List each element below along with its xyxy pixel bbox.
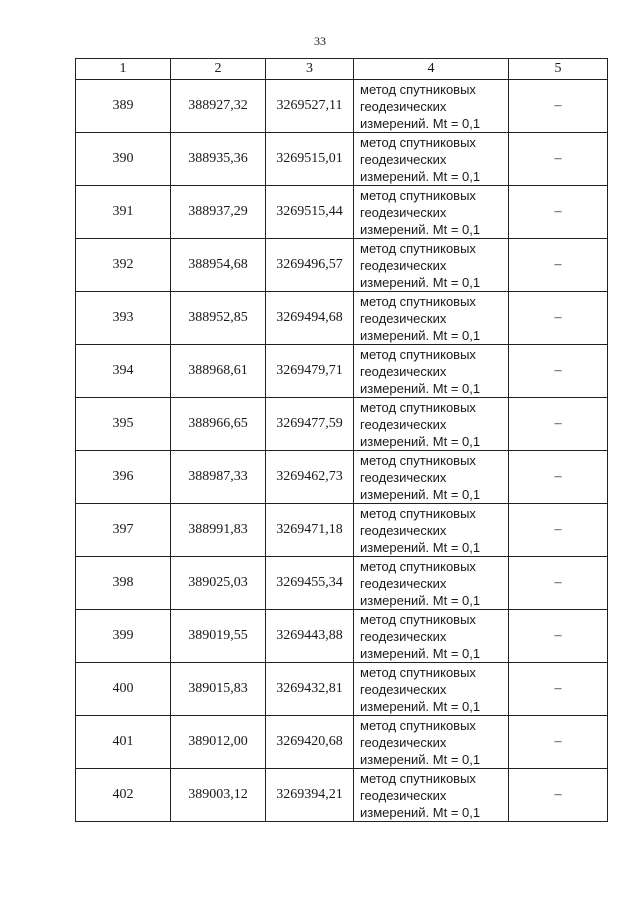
coordinate-y: 3269527,11 xyxy=(266,80,354,133)
point-number: 400 xyxy=(76,663,171,716)
header-cell: 1 xyxy=(76,59,171,80)
table-row xyxy=(76,345,608,398)
point-number: 398 xyxy=(76,557,171,610)
coordinate-y: 3269471,18 xyxy=(266,504,354,557)
table-row xyxy=(76,716,608,769)
coordinate-y: 3269496,57 xyxy=(266,239,354,292)
table-row xyxy=(76,557,608,610)
table-row xyxy=(76,504,608,557)
coordinate-x: 389003,12 xyxy=(171,769,266,822)
coordinate-x: 389012,00 xyxy=(171,716,266,769)
description-cell: – xyxy=(509,292,608,345)
coordinate-x: 388968,61 xyxy=(171,345,266,398)
coordinate-y: 3269455,34 xyxy=(266,557,354,610)
coordinate-x: 388966,65 xyxy=(171,398,266,451)
coordinate-x: 388991,83 xyxy=(171,504,266,557)
table-row xyxy=(76,80,608,133)
method-description: метод спутниковых геодезических измерений. Mt = 0,1 xyxy=(354,239,509,292)
description-cell: – xyxy=(509,398,608,451)
coordinate-x: 388952,85 xyxy=(171,292,266,345)
coordinate-y: 3269515,01 xyxy=(266,133,354,186)
method-description: метод спутниковых геодезических измерений. Mt = 0,1 xyxy=(354,292,509,345)
coordinate-y: 3269462,73 xyxy=(266,451,354,504)
point-number: 395 xyxy=(76,398,171,451)
description-cell: – xyxy=(509,504,608,557)
method-description: метод спутниковых геодезических измерений. Mt = 0,1 xyxy=(354,557,509,610)
header-row xyxy=(76,59,608,80)
page-number: 33 xyxy=(314,34,326,48)
table-row xyxy=(76,451,608,504)
description-cell: – xyxy=(509,80,608,133)
point-number: 396 xyxy=(76,451,171,504)
method-description: метод спутниковых геодезических измерений. Mt = 0,1 xyxy=(354,716,509,769)
coordinate-y: 3269443,88 xyxy=(266,610,354,663)
method-description: метод спутниковых геодезических измерений. Mt = 0,1 xyxy=(354,398,509,451)
coordinate-x: 388937,29 xyxy=(171,186,266,239)
table-row xyxy=(76,769,608,822)
header-cell: 3 xyxy=(266,59,354,80)
coordinate-x: 389019,55 xyxy=(171,610,266,663)
method-description: метод спутниковых геодезических измерений. Mt = 0,1 xyxy=(354,610,509,663)
header-cell: 2 xyxy=(171,59,266,80)
description-cell: – xyxy=(509,769,608,822)
coordinate-y: 3269477,59 xyxy=(266,398,354,451)
point-number: 397 xyxy=(76,504,171,557)
point-number: 389 xyxy=(76,80,171,133)
method-description: метод спутниковых геодезических измерений. Mt = 0,1 xyxy=(354,769,509,822)
method-description: метод спутниковых геодезических измерений. Mt = 0,1 xyxy=(354,186,509,239)
point-number: 402 xyxy=(76,769,171,822)
description-cell: – xyxy=(509,663,608,716)
point-number: 391 xyxy=(76,186,171,239)
coordinate-y: 3269515,44 xyxy=(266,186,354,239)
coordinate-y: 3269420,68 xyxy=(266,716,354,769)
point-number: 401 xyxy=(76,716,171,769)
description-cell: – xyxy=(509,610,608,663)
method-description: метод спутниковых геодезических измерений. Mt = 0,1 xyxy=(354,504,509,557)
coordinate-x: 389015,83 xyxy=(171,663,266,716)
coordinate-y: 3269394,21 xyxy=(266,769,354,822)
method-description: метод спутниковых геодезических измерений. Mt = 0,1 xyxy=(354,133,509,186)
description-cell: – xyxy=(509,345,608,398)
point-number: 399 xyxy=(76,610,171,663)
table-row xyxy=(76,398,608,451)
coordinate-x: 388935,36 xyxy=(171,133,266,186)
description-cell: – xyxy=(509,186,608,239)
description-cell: – xyxy=(509,557,608,610)
coordinate-x: 388927,32 xyxy=(171,80,266,133)
table-row xyxy=(76,239,608,292)
coordinate-y: 3269432,81 xyxy=(266,663,354,716)
coordinate-y: 3269494,68 xyxy=(266,292,354,345)
description-cell: – xyxy=(509,133,608,186)
coordinate-x: 388954,68 xyxy=(171,239,266,292)
method-description: метод спутниковых геодезических измерений. Mt = 0,1 xyxy=(354,80,509,133)
table-row xyxy=(76,133,608,186)
table-row xyxy=(76,610,608,663)
point-number: 390 xyxy=(76,133,171,186)
header-cell: 4 xyxy=(354,59,509,80)
header-cell: 5 xyxy=(509,59,608,80)
method-description: метод спутниковых геодезических измерений. Mt = 0,1 xyxy=(354,345,509,398)
coordinate-x: 388987,33 xyxy=(171,451,266,504)
method-description: метод спутниковых геодезических измерений. Mt = 0,1 xyxy=(354,451,509,504)
table-row xyxy=(76,663,608,716)
method-description: метод спутниковых геодезических измерений. Mt = 0,1 xyxy=(354,663,509,716)
point-number: 394 xyxy=(76,345,171,398)
point-number: 393 xyxy=(76,292,171,345)
description-cell: – xyxy=(509,716,608,769)
table-row xyxy=(76,186,608,239)
description-cell: – xyxy=(509,239,608,292)
coordinate-x: 389025,03 xyxy=(171,557,266,610)
coordinate-y: 3269479,71 xyxy=(266,345,354,398)
description-cell: – xyxy=(509,451,608,504)
coordinates-table xyxy=(75,58,608,822)
point-number: 392 xyxy=(76,239,171,292)
table-row xyxy=(76,292,608,345)
